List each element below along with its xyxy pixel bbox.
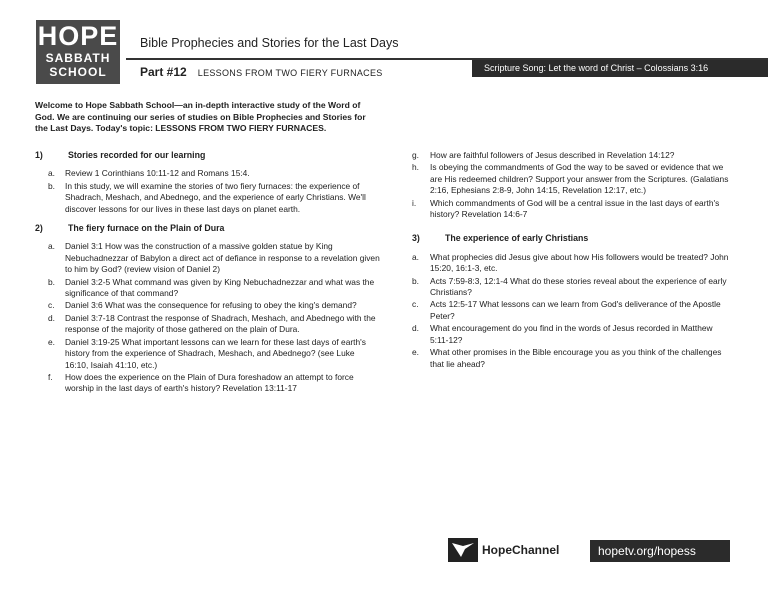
item-letter: b. <box>412 275 419 286</box>
section-title: The experience of early Christians <box>445 233 589 244</box>
list-item <box>412 198 732 221</box>
right-column <box>412 150 732 371</box>
logo-line3: SCHOOL <box>49 65 107 79</box>
logo-line1: HOPE <box>37 21 119 51</box>
item-letter: b. <box>48 276 55 287</box>
section-title: Stories recorded for our learning <box>68 150 206 160</box>
logo-line2: SABBATH <box>45 51 111 65</box>
part-heading <box>140 65 383 79</box>
list-item <box>35 181 380 215</box>
item-text: How are faithful followers of Jesus described in Revelation 14:12? <box>430 150 675 160</box>
item-letter: c. <box>412 299 419 310</box>
item-text: Acts 7:59-8:3, 12:1-4 What do these stories reveal about the experience of early Christians? <box>430 275 727 298</box>
hope-channel-logo-icon <box>448 538 478 562</box>
section-number: 2) <box>35 223 43 234</box>
section-heading <box>35 223 380 234</box>
list-item <box>412 299 732 322</box>
item-letter: d. <box>48 312 55 323</box>
part-topic: LESSONS FROM TWO FIERY FURNACES <box>197 68 383 78</box>
item-text: Which commandments of God will be a central issue in the last days of earth's history? Revelation 14:6-7 <box>430 197 720 220</box>
list-item <box>412 347 732 370</box>
item-text: What encouragement do you find in the words of Jesus recorded in Matthew 5:11-12? <box>430 323 713 345</box>
left-column <box>35 150 380 396</box>
hope-channel-brand: HopeChannel <box>482 543 560 557</box>
item-text: Review 1 Corinthians 10:11-12 and Romans 15:4. <box>65 168 250 179</box>
intro-paragraph: Welcome to Hope Sabbath School—an in-depth interactive study of the Word of God. We are continuing our series of studies on Bible Prophecies and Stories for the Last Days. Today's topic: LESSONS FROM TWO FIERY FURNACES. <box>35 100 366 133</box>
item-letter: b. <box>48 180 55 191</box>
item-letter: e. <box>412 347 419 358</box>
item-text: Daniel 3:1 How was the construction of a massive golden statue by King Nebuchadnezzar of Babylon a direct act of defiance in response to a revelation given to him by God? (review vision of Daniel 2) <box>65 241 380 275</box>
list-item <box>35 300 380 311</box>
section-number: 1) <box>35 150 43 160</box>
section-title: The fiery furnace on the Plain of Dura <box>68 223 225 234</box>
series-title: Bible Prophecies and Stories for the Last Days <box>140 36 399 50</box>
item-text: What prophecies did Jesus give about how His followers would be treated? John 15:20, 16:1-3, etc. <box>430 251 729 274</box>
item-text: How does the experience on the Plain of Dura foreshadow an attempt to force worship in the last days of earth's history? Revelation 13:11-17 <box>65 371 354 394</box>
item-letter: a. <box>412 251 419 262</box>
section-number: 3) <box>412 233 420 244</box>
item-letter: f. <box>48 371 53 382</box>
list-item <box>35 313 380 336</box>
hope-sabbath-school-logo <box>36 20 120 84</box>
item-text: Is obeying the commandments of God the way to be saved or evidence that we are His redeemed children? Support your answer from the Scriptures. (Galatians 2:16, Ephesians 2:8-9, John 14:15, Revelation 12:17, etc.) <box>430 162 729 196</box>
part-number: Part #12 <box>140 65 187 79</box>
item-letter: d. <box>412 323 419 334</box>
item-letter: c. <box>48 300 55 311</box>
list-item <box>412 323 732 346</box>
item-letter: h. <box>412 162 419 173</box>
item-letter: g. <box>412 150 419 160</box>
item-text: Daniel 3:2-5 What command was given by King Nebuchadnezzar and what was the significance of that command? <box>65 276 375 299</box>
list-item <box>35 168 380 179</box>
footer-url[interactable]: hopetv.org/hopess <box>590 540 730 562</box>
item-letter: a. <box>48 168 55 179</box>
list-item <box>412 150 732 161</box>
list-item <box>412 252 732 275</box>
list-item <box>35 372 380 395</box>
list-item <box>35 241 380 275</box>
item-text: Daniel 3:7-18 Contrast the response of Shadrach, Meshach, and Abednego with the response of the majority of those gathered on the plain of Dura. <box>65 312 376 335</box>
item-text: In this study, we will examine the stories of two fiery furnaces: the experience of Shadrach, Meshach, and Abednego, and the experience of early Christians. We'll discover lessons for our lives in these last days on planet earth. <box>65 180 366 214</box>
item-letter: i. <box>412 197 417 208</box>
item-letter: a. <box>48 241 55 252</box>
item-text: Daniel 3:6 What was the consequence for refusing to obey the king's demand? <box>65 300 357 311</box>
item-text: Daniel 3:19-25 What important lessons can we learn for these last days of earth's history from the experience of Shadrach, Meshach, and Abednego? (see Luke 16:10, Isaiah 41:10, etc.) <box>65 336 366 370</box>
item-text: What other promises in the Bible encourage you as you think of the challenges that lie ahead? <box>430 347 722 369</box>
list-item <box>412 162 732 196</box>
item-text: Acts 12:5-17 What lessons can we learn from God's deliverance of the Apostle Peter? <box>430 299 721 321</box>
list-item <box>35 337 380 371</box>
section-heading <box>35 150 380 161</box>
list-item <box>412 276 732 299</box>
list-item <box>35 277 380 300</box>
section-heading <box>412 233 732 244</box>
item-letter: e. <box>48 336 55 347</box>
scripture-song-banner: Scripture Song: Let the word of Christ – Colossians 3:16 <box>472 60 768 77</box>
